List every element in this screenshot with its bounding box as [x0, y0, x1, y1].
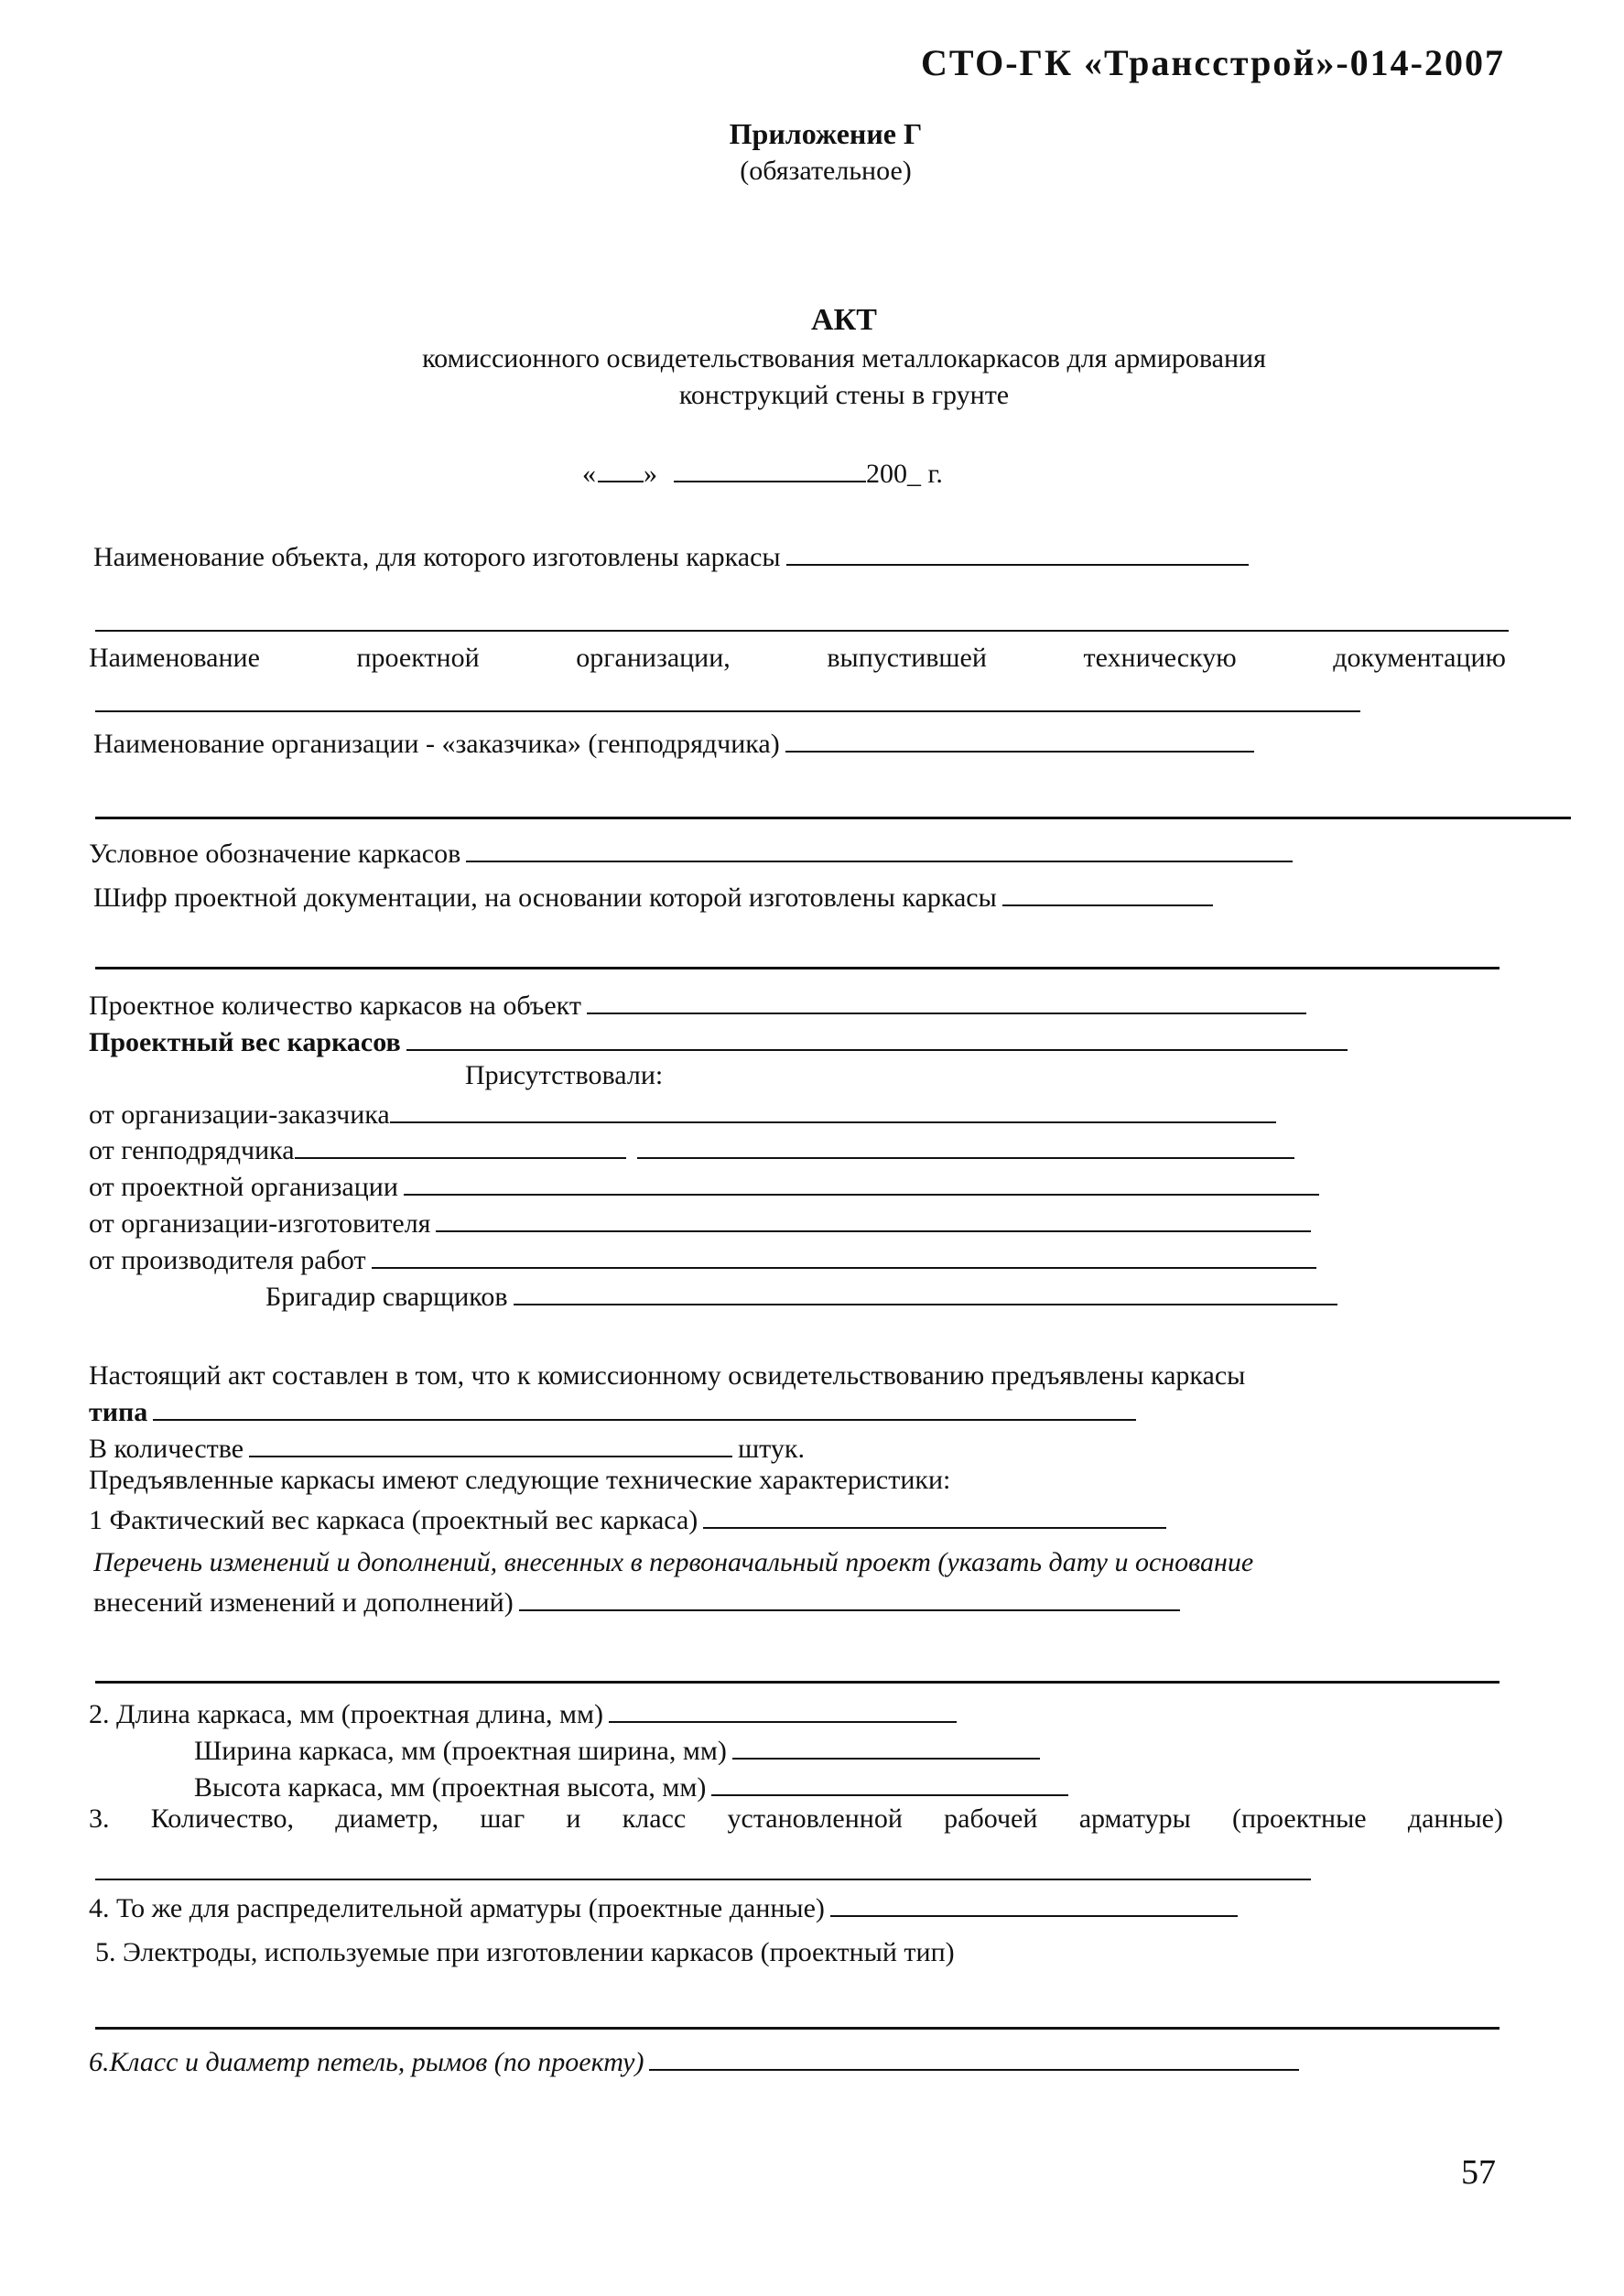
characteristics-intro: Предъявленные каркасы имеют следующие технические характеристики: — [89, 1465, 951, 1495]
changes-blank[interactable] — [519, 1584, 1180, 1611]
design-org-blank[interactable] — [95, 710, 1360, 712]
changes-field — [93, 1584, 1180, 1619]
item3-word: рабочей — [944, 1803, 1038, 1834]
item3-blank[interactable] — [95, 1879, 1311, 1880]
object-name-label: Наименование объекта, для которого изготовлены каркасы — [93, 542, 781, 572]
item1-field — [89, 1501, 1166, 1537]
attendee-customer-label: от организации-заказчика — [89, 1099, 390, 1130]
quantity-blank[interactable] — [249, 1430, 732, 1457]
attendee-works-producer-blank[interactable] — [372, 1241, 1316, 1269]
item6-blank[interactable] — [649, 2043, 1299, 2071]
attendee-customer-blank[interactable] — [390, 1096, 1276, 1123]
act-subtitle-line1: комиссионного освидетельствования металлокаркасов для армирования — [422, 343, 1266, 374]
item4-label: 4. То же для распределительной арматуры (проектные данные) — [89, 1893, 825, 1923]
design-weight-blank[interactable] — [406, 1023, 1348, 1051]
item2-height-blank[interactable] — [711, 1769, 1068, 1796]
item3-word: установленной — [727, 1803, 903, 1834]
attendee-manufacturer-blank[interactable] — [436, 1205, 1311, 1232]
attendee-contractor-label: от генподрядчика — [89, 1135, 295, 1165]
customer-org-field — [93, 725, 1254, 761]
date-close-quote: » — [644, 459, 657, 489]
attendee-contractor-blank-1[interactable] — [295, 1132, 626, 1159]
attendee-contractor-blank-2[interactable] — [637, 1132, 1294, 1159]
design-quantity-blank[interactable] — [587, 987, 1306, 1014]
design-quantity-label: Проектное количество каркасов на объект — [89, 991, 581, 1021]
design-code-field — [93, 879, 1213, 915]
welding-foreman-field — [265, 1278, 1337, 1314]
design-org-word: проектной — [356, 643, 480, 673]
item2-width-field — [194, 1732, 1040, 1768]
object-name-continuation-line[interactable] — [95, 630, 1509, 632]
item3-label — [89, 1803, 1503, 1836]
item3-word: диаметр, — [335, 1803, 439, 1834]
attendee-contractor-field — [89, 1132, 1294, 1167]
design-weight-label: Проектный вес каркасов — [89, 1027, 401, 1057]
item4-blank[interactable] — [830, 1890, 1238, 1917]
item5-blank[interactable] — [95, 2027, 1499, 2030]
design-code-blank[interactable] — [1002, 879, 1213, 906]
date-month-blank[interactable] — [674, 455, 866, 482]
item3-word: 3. — [89, 1803, 110, 1834]
date-day-blank[interactable] — [598, 455, 644, 482]
attendee-manufacturer-field — [89, 1205, 1311, 1240]
date-open-quote: « — [582, 459, 596, 489]
customer-org-continuation-line[interactable] — [95, 817, 1571, 819]
frame-designation-label: Условное обозначение каркасов — [89, 839, 461, 869]
item2-length-label: 2. Длина каркаса, мм (проектная длина, мм) — [89, 1699, 604, 1729]
attendee-design-org-field — [89, 1168, 1319, 1204]
object-name-field — [93, 538, 1249, 574]
item5-label: 5. Электроды, используемые при изготовлении каркасов (проектный тип) — [95, 1937, 955, 1967]
design-code-label: Шифр проектной документации, на основании которой изготовлены каркасы — [93, 883, 997, 913]
frame-designation-blank[interactable] — [466, 835, 1293, 862]
item3-word: Количество, — [150, 1803, 294, 1834]
item3-word: арматуры — [1078, 1803, 1191, 1834]
item2-width-blank[interactable] — [732, 1732, 1040, 1760]
statement-line1: Настоящий акт составлен в том, что к комиссионному освидетельствованию предъявлены каркасы — [89, 1360, 1246, 1391]
item2-height-field — [194, 1769, 1068, 1804]
item2-width-label: Ширина каркаса, мм (проектная ширина, мм) — [194, 1736, 727, 1766]
design-org-word: Наименование — [89, 643, 260, 673]
attendees-title: Присутствовали: — [465, 1060, 664, 1090]
appendix-subtitle: (обязательное) — [740, 156, 912, 186]
design-code-continuation-line[interactable] — [95, 967, 1499, 969]
welding-foreman-label: Бригадир сварщиков — [265, 1282, 508, 1312]
quantity-label: В количестве — [89, 1434, 244, 1464]
date-row — [582, 455, 943, 491]
attendee-works-producer-label: от производителя работ — [89, 1245, 366, 1275]
welding-foreman-blank[interactable] — [514, 1278, 1337, 1305]
item3-word: шаг — [480, 1803, 525, 1834]
attendee-design-org-label: от проектной организации — [89, 1172, 398, 1202]
quantity-unit: штук. — [738, 1434, 805, 1464]
frame-type-blank[interactable] — [153, 1393, 1136, 1421]
design-quantity-field — [89, 987, 1306, 1023]
item6-label: 6.Класс и диаметр петель, рымов (по проекту) — [89, 2047, 644, 2077]
act-subtitle-line2: конструкций стены в грунте — [678, 380, 1010, 410]
item3-word: (проектные — [1232, 1803, 1367, 1834]
attendee-design-org-blank[interactable] — [404, 1168, 1319, 1196]
frame-type-label: типа — [89, 1397, 148, 1427]
design-org-label — [89, 643, 1506, 675]
item6-field — [89, 2043, 1299, 2079]
frame-designation-field — [89, 835, 1293, 871]
item3-word: и — [566, 1803, 581, 1834]
page-number: 57 — [1461, 2153, 1496, 2192]
item2-length-blank[interactable] — [609, 1695, 957, 1723]
item1-blank[interactable] — [703, 1501, 1166, 1529]
changes-line1: Перечень изменений и дополнений, внесенных в первоначальный проект (указать дату и основание — [93, 1547, 1254, 1577]
document-code: СТО-ГК «Трансстрой»-014-2007 — [921, 42, 1505, 83]
object-name-blank[interactable] — [786, 538, 1249, 566]
customer-org-blank[interactable] — [785, 725, 1254, 753]
changes-line2: внесений изменений и дополнений) — [93, 1587, 514, 1618]
attendee-manufacturer-label: от организации-изготовителя — [89, 1208, 431, 1239]
customer-org-label: Наименование организации - «заказчика» (генподрядчика) — [93, 729, 780, 759]
design-org-word: техническую — [1083, 643, 1237, 673]
item1-label: 1 Фактический вес каркаса (проектный вес каркаса) — [89, 1505, 698, 1535]
attendee-works-producer-field — [89, 1241, 1316, 1277]
changes-continuation-line[interactable] — [95, 1681, 1499, 1684]
frame-type-field — [89, 1393, 1136, 1429]
item3-word: класс — [622, 1803, 687, 1834]
attendee-customer-field — [89, 1096, 1276, 1132]
quantity-field — [89, 1430, 805, 1466]
act-title: АКТ — [811, 303, 877, 337]
item3-word: данные) — [1407, 1803, 1503, 1834]
item4-field — [89, 1890, 1238, 1925]
appendix-title: Приложение Г — [729, 117, 923, 150]
design-org-word: выпустившей — [827, 643, 987, 673]
design-org-word: документацию — [1333, 643, 1506, 673]
design-org-word: организации, — [576, 643, 731, 673]
item2-height-label: Высота каркаса, мм (проектная высота, мм) — [194, 1772, 707, 1803]
date-year: 200_ г. — [866, 459, 943, 489]
item2-length-field — [89, 1695, 957, 1731]
design-weight-field — [89, 1023, 1348, 1059]
